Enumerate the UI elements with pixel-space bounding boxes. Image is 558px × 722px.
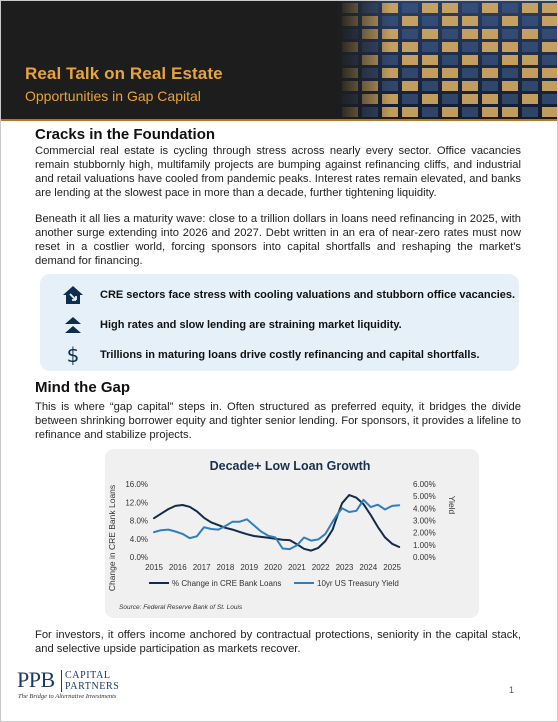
key-points-callout [40, 274, 519, 371]
hero-divider [1, 119, 557, 121]
chart-source: Source: Federal Reserve Bank of St. Louis [119, 604, 243, 611]
y2-tick-label: 6.00% [413, 480, 436, 489]
y-tick-label: 16.0% [125, 480, 148, 489]
y2-tick-label: 5.00% [413, 492, 436, 502]
callout-item-maturing-loans [60, 344, 480, 366]
callout-text: CRE sectors face stress with cooling valuations and stubborn office vacancies. [100, 289, 516, 301]
x-tick-label: 2017 [192, 563, 211, 572]
chart-title: Decade+ Low Loan Growth [209, 459, 371, 473]
logo-partners: PARTNERS [65, 681, 120, 692]
paragraph-cre-stress: Commercial real estate is cycling through stress across nearly every sector. Office vacancies remain stubbornly high, multifamily projects are bumping against refinancing cliffs, and industrial and retail valuations have cooled from pandemic peaks. Interest rates remain elevated, and banks are lending at the slowest pace in more than a decade, further tightening liquidity. [35, 145, 521, 199]
loan-growth-chart [105, 449, 479, 618]
x-tick-label: 2021 [287, 563, 306, 572]
x-tick-label: 2023 [335, 563, 354, 572]
building-photo [336, 1, 557, 121]
section-heading-cracks: Cracks in the Foundation [35, 126, 216, 143]
callout-item-liquidity [60, 314, 402, 336]
y2-tick-label: 4.00% [413, 504, 436, 514]
callout-item-valuations [60, 284, 515, 306]
x-tick-label: 2019 [240, 563, 259, 572]
logo-tagline: The Bridge to Alternative Investments [18, 693, 117, 700]
y-tick-label: 0.0% [129, 553, 148, 562]
y2-tick-label: 0.00% [413, 553, 436, 562]
y-tick-label: 12.0% [125, 498, 148, 508]
y2-tick-label: 3.00% [413, 516, 436, 526]
logo-capital-partners [65, 670, 119, 692]
section-heading-mind-the-gap: Mind the Gap [35, 379, 130, 396]
logo-divider [61, 670, 62, 692]
y-tick-label: 4.0% [129, 534, 148, 544]
legend-label: 10yr US Treasury Yield [317, 579, 399, 588]
paragraph-gap-capital: This is where “gap capital” steps in. Often structured as preferred equity, it bridges the divide between shrinking borrower equity and tighter senior lending. For sponsors, it provides a lifeline to refinance and stabilize projects. [35, 401, 521, 441]
y2-tick-label: 1.00% [413, 540, 436, 550]
x-tick-label: 2015 [145, 563, 163, 572]
hero-title: Real Talk on Real Estate [25, 64, 223, 83]
hero-banner [1, 1, 557, 121]
legend-label: % Change in CRE Bank Loans [172, 579, 282, 588]
dollar-sign-icon: $ [66, 343, 80, 367]
page-number: 1 [509, 685, 515, 695]
series-line-cre-loans [154, 495, 399, 551]
x-tick-label: 2025 [383, 563, 401, 572]
y-axis-label: Change in CRE Bank Loans [107, 484, 117, 592]
y2-axis-label: Yield [447, 495, 457, 515]
chart-svg [105, 449, 479, 618]
paragraph-investors: For investors, it offers income anchored by contractual protections, seniority in the capital stack, and selective upside participation as markets recover. [35, 629, 521, 655]
x-tick-label: 2022 [311, 563, 330, 572]
hero-subtitle: Opportunities in Gap Capital [25, 88, 201, 104]
stacked-chevrons-up-icon [60, 314, 86, 336]
x-tick-label: 2018 [216, 563, 235, 572]
house-down-arrow-icon [60, 284, 86, 306]
x-tick-label: 2016 [168, 563, 187, 572]
x-tick-label: 2020 [264, 563, 282, 572]
logo-ppb: PPB [17, 667, 55, 692]
y-tick-label: 8.0% [129, 516, 148, 526]
paragraph-maturity-wave: Beneath it all lies a maturity wave: close to a trillion dollars in loans need refinancing in 2025, with another surge extending into 2026 and 2027. Debt written in an era of near-zero rates must now reset in a costlier world, forcing sponsors into capital shortfalls and reshaping the market's demand for financing. [35, 213, 521, 267]
logo-capital: CAPITAL [65, 670, 111, 681]
y2-tick-label: 2.00% [413, 528, 436, 538]
x-tick-label: 2024 [359, 563, 378, 572]
callout-text: High rates and slow lending are straining market liquidity. [100, 319, 402, 331]
callout-text: Trillions in maturing loans drive costly refinancing and capital shortfalls. [100, 349, 480, 361]
